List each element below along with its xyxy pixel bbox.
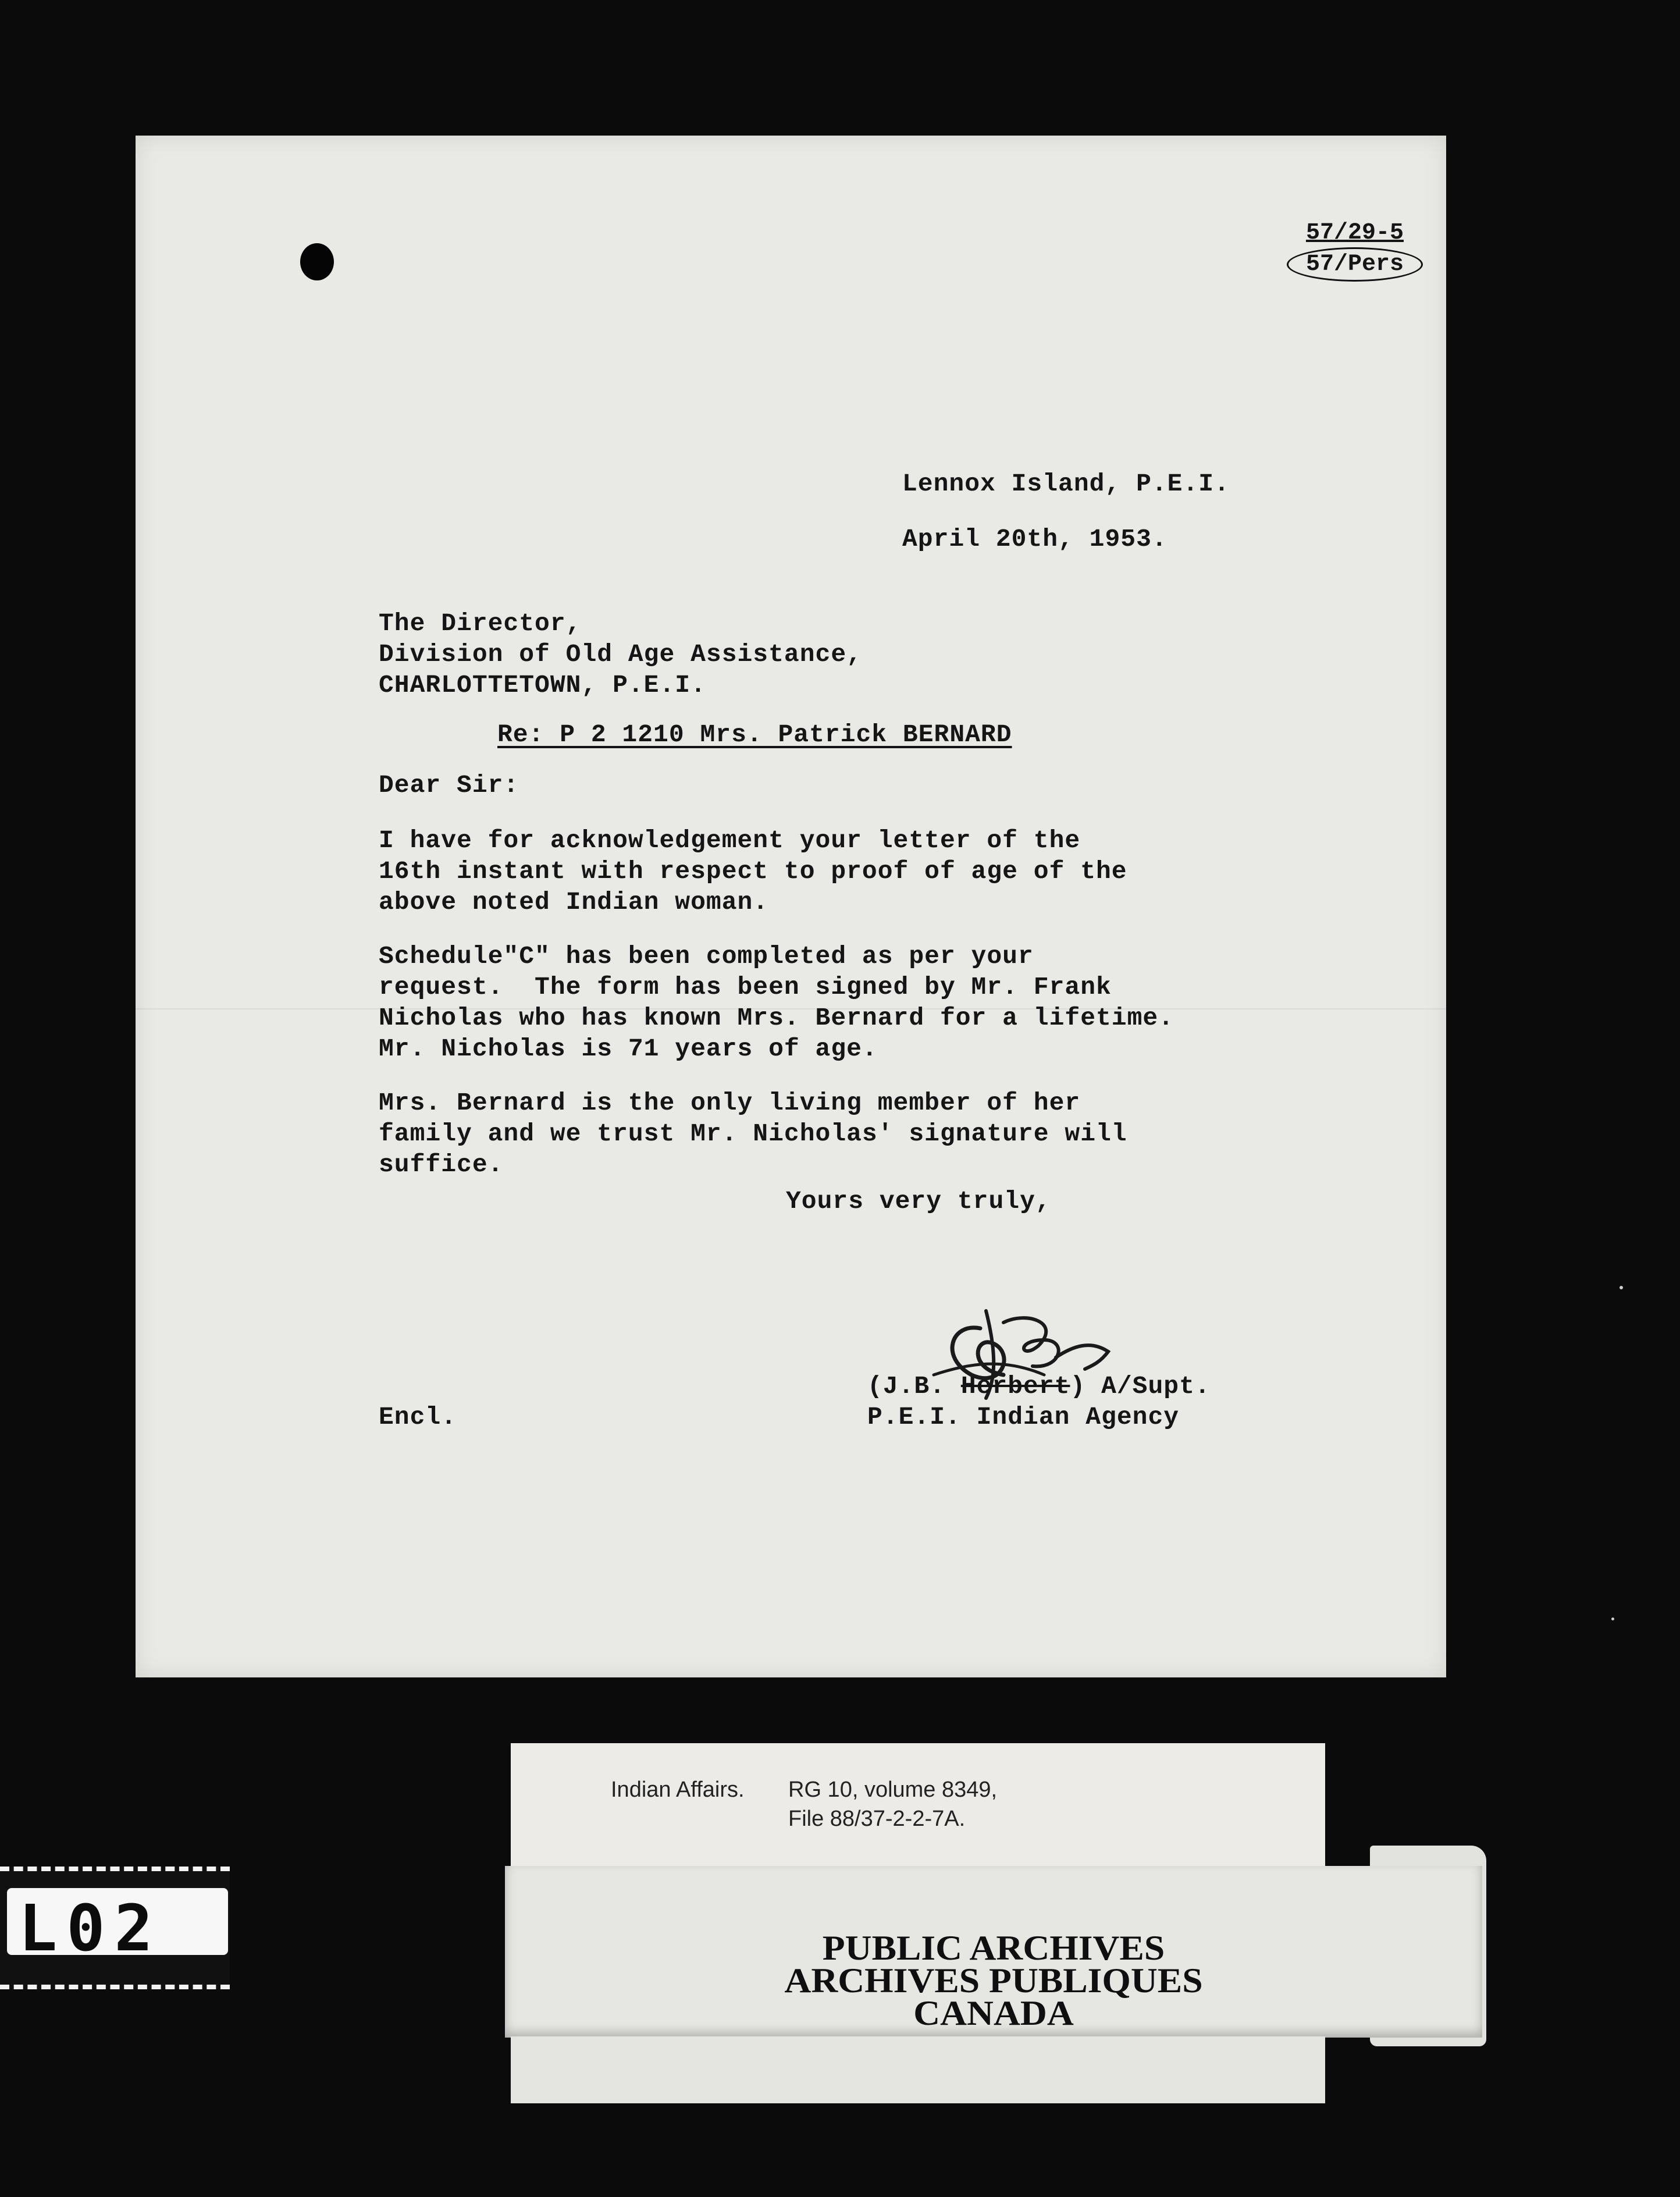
place-line: Lennox Island, P.E.I. [902, 470, 1230, 498]
letter-page [136, 136, 1446, 1677]
body-line: Mrs. Bernard is the only living member of her [379, 1089, 1081, 1117]
punch-hole [300, 243, 334, 280]
body-line: Mr. Nicholas is 71 years of age. [379, 1034, 878, 1063]
archive-reference-line: RG 10, volume 8349, [788, 1777, 998, 1802]
archives-stamp-line: ARCHIVES PUBLIQUES [784, 1961, 1203, 2000]
addressee-line: The Director, [379, 609, 582, 638]
body-line: family and we trust Mr. Nicholas' signature will [379, 1119, 1127, 1148]
body-line: request. The form has been signed by Mr. Frank [379, 973, 1112, 1001]
file-reference [1287, 220, 1423, 282]
file-reference-line: 57/29-5 [1305, 220, 1404, 246]
archive-reference-line: File 88/37-2-2-7A. [788, 1807, 966, 1831]
body-line: 16th instant with respect to proof of age of the [379, 857, 1127, 886]
salutation: Dear Sir: [379, 771, 519, 799]
archives-stamp-line: PUBLIC ARCHIVES [822, 1929, 1165, 1967]
date-line: April 20th, 1953. [902, 525, 1168, 553]
file-reference-circled: 57/Pers [1287, 247, 1423, 282]
signature-name-surname: Herbert [960, 1372, 1070, 1400]
signature-name-title: ) A/Supt. [1070, 1372, 1211, 1400]
body-line: Schedule"C" has been completed as per your [379, 942, 1034, 970]
signature-office: P.E.I. Indian Agency [867, 1403, 1180, 1431]
frame-number-label [7, 1888, 228, 1965]
addressee-line: Division of Old Age Assistance, [379, 640, 862, 669]
signature-name-initials: (J.B. [867, 1372, 961, 1400]
archives-stamp [505, 1929, 1482, 2032]
archive-collection: Indian Affairs. [611, 1777, 745, 1802]
subject-line: Re: P 2 1210 Mrs. Patrick BERNARD [497, 720, 1012, 749]
film-dust [1620, 1286, 1623, 1289]
addressee-line: CHARLOTTETOWN, P.E.I. [379, 671, 706, 699]
archive-card-bottom [511, 2036, 1325, 2103]
archives-stamp-line: CANADA [913, 1994, 1074, 2032]
closing: Yours very truly, [786, 1187, 1051, 1215]
frame-number: L02 [19, 1891, 162, 1965]
enclosure-note: Encl. [379, 1403, 457, 1431]
body-line: above noted Indian woman. [379, 888, 769, 916]
signature-name [867, 1374, 1211, 1399]
body-line: suffice. [379, 1150, 504, 1179]
body-line: I have for acknowledgement your letter of the [379, 826, 1081, 855]
film-dust [1611, 1617, 1614, 1620]
body-line: Nicholas who has known Mrs. Bernard for a lifetime. [379, 1004, 1174, 1032]
